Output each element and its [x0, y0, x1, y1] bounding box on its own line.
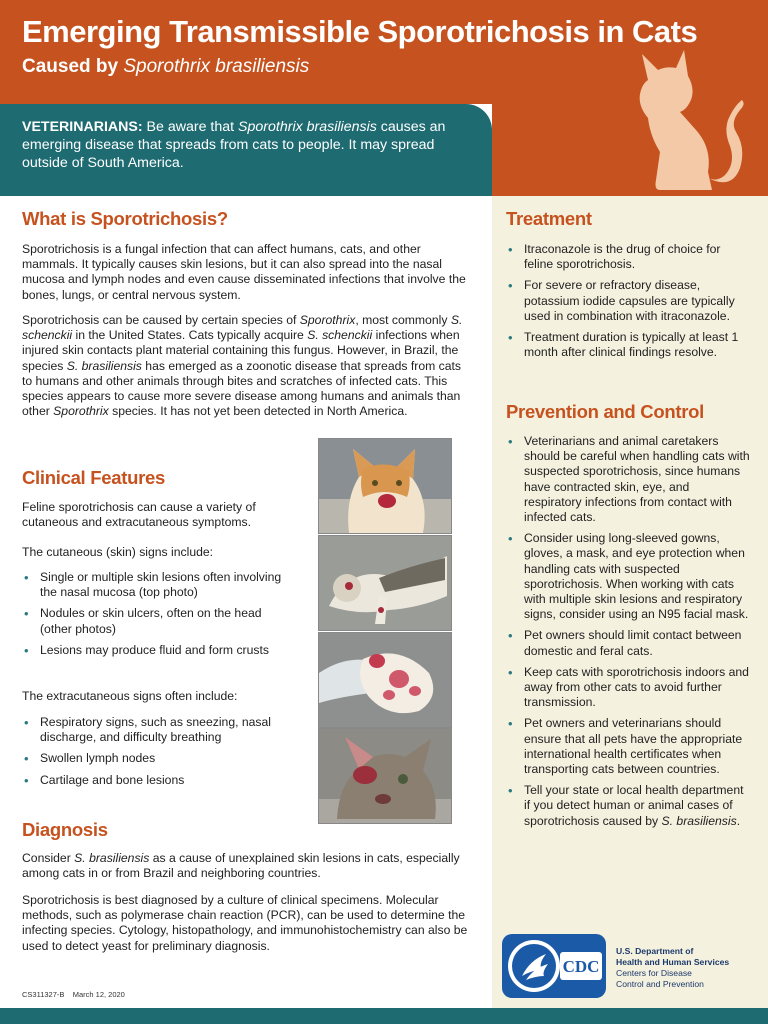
subtitle-prefix: Caused by: [22, 56, 124, 77]
clinical-features-heading: Clinical Features: [22, 467, 165, 488]
list-item: • Respiratory signs, such as sneezing, nasal discharge, and difficulty breathing: [22, 715, 292, 745]
list-item: • Single or multiple skin lesions often involving the nasal mucosa (top photo): [22, 570, 292, 600]
treatment-heading: Treatment: [506, 208, 592, 229]
list-item: • Veterinarians and animal caretakers should be careful when handling cats with suspected sporotrichosis, since humans have contracted skin, eye, and respiratory infections from contact with infected cats.: [506, 434, 750, 525]
hhs-cdc-wordmark: U.S. Department of Health and Human Services Centers for Disease Control and Prevention: [616, 946, 730, 989]
what-is-heading: What is Sporotrichosis?: [22, 208, 228, 229]
diagnosis-paragraph-2: Sporotrichosis is best diagnosed by a culture of clinical specimens. Molecular methods, such as polymerase chain reaction (PCR), can be used to determine the infecting species. Cytology, histopathology, and immunohistochemistry can also be used to detect yeast for preliminary diagnosis.: [22, 893, 468, 953]
list-item: • Tell your state or local health department if you detect human or animal cases of sporotrichosis caused by S. brasiliensis.: [506, 783, 750, 829]
what-is-paragraph-1: Sporotrichosis is a fungal infection that can affect humans, cats, and other mammals. It typically causes skin lesions, but it can also spread into the nasal mucosa and lymph nodes and even cause disseminated infections that involve the bones, lungs, or central nervous system.: [22, 242, 466, 302]
footer-band: [0, 1008, 768, 1024]
list-item: • Keep cats with sporotrichosis indoors and away from other cats to avoid further transmission.: [506, 665, 750, 711]
banner-lead: VETERINARIANS:: [22, 119, 143, 135]
cat-photo-paw-lesions: [318, 632, 452, 728]
cat-silhouette-icon: [600, 40, 768, 198]
list-item: • For severe or refractory disease, potassium iodide capsules are typically used in combination with itraconazole.: [506, 278, 750, 324]
list-item: • Consider using long-sleeved gowns, gloves, a mask, and eye protection when handling cats with suspected sporotrichosis. When working with cats with multiple skin lesions and respiratory signs, consider using an N95 facial mask.: [506, 531, 750, 622]
cutaneous-lead: The cutaneous (skin) signs include:: [22, 545, 214, 559]
extracutaneous-signs-list: [22, 715, 292, 788]
veterinarian-banner: [0, 104, 492, 196]
document-id: CS311327-B March 12, 2020: [22, 990, 125, 999]
banner-text: VETERINARIANS: Be aware that Sporothrix brasiliensis causes an emerging disease that spreads from cats to people. It may spread outside of South America.: [22, 119, 446, 171]
treatment-list: [506, 242, 750, 360]
cutaneous-signs-list: [22, 570, 292, 658]
list-item: • Treatment duration is typically at least 1 month after clinical findings resolve.: [506, 330, 750, 360]
extracutaneous-lead: The extracutaneous signs often include:: [22, 689, 238, 703]
page-subtitle: [22, 56, 309, 78]
diagnosis-heading: Diagnosis: [22, 819, 108, 840]
cat-photo-facial-ulcers: [318, 728, 452, 824]
list-item: • Swollen lymph nodes: [22, 751, 292, 766]
cat-photo-nasal-lesion: [318, 438, 452, 534]
list-item: • Pet owners should limit contact between domestic and feral cats.: [506, 628, 750, 658]
cat-photo-head-lesions: [318, 535, 452, 631]
page-title: Emerging Transmissible Sporotrichosis in Cats: [22, 14, 698, 49]
list-item: • Cartilage and bone lesions: [22, 773, 292, 788]
cdc-logo-icon: [502, 934, 606, 998]
clinical-intro: Feline sporotrichosis can cause a variety of cutaneous and extracutaneous symptoms.: [22, 500, 256, 530]
list-item: • Pet owners and veterinarians should ensure that all pets have the appropriate international health certificates when transporting cats between countries.: [506, 716, 750, 777]
prevention-list: [506, 434, 750, 829]
list-item: • Itraconazole is the drug of choice for feline sporotrichosis.: [506, 242, 750, 272]
prevention-heading: Prevention and Control: [506, 401, 704, 422]
list-item: • Lesions may produce fluid and form crusts: [22, 643, 292, 658]
cdc-logo-text: CDC: [562, 957, 600, 976]
what-is-paragraph-2: Sporotrichosis can be caused by certain species of Sporothrix, most commonly S. schenckii in the United States. Cats typically acquire S. schenckii infections when injured skin contacts plant material containing this fungus. However, in Brazil, the species S. brasiliensis has emerged as a zoonotic disease that spreads from cats to humans and other animals through bites and scratches of infected cats. This species appears to cause more severe disease among humans and animals than other Sporothrix species. It has not yet been detected in North America.: [22, 313, 463, 419]
publication-date: March 12, 2020: [72, 990, 125, 999]
subtitle-species: Sporothrix brasiliensis: [123, 56, 310, 77]
list-item: • Nodules or skin ulcers, often on the head (other photos): [22, 606, 292, 636]
diagnosis-paragraph-1: Consider S. brasiliensis as a cause of unexplained skin lesions in cats, especially among cats in or from Brazil and neighboring countries.: [22, 851, 460, 881]
